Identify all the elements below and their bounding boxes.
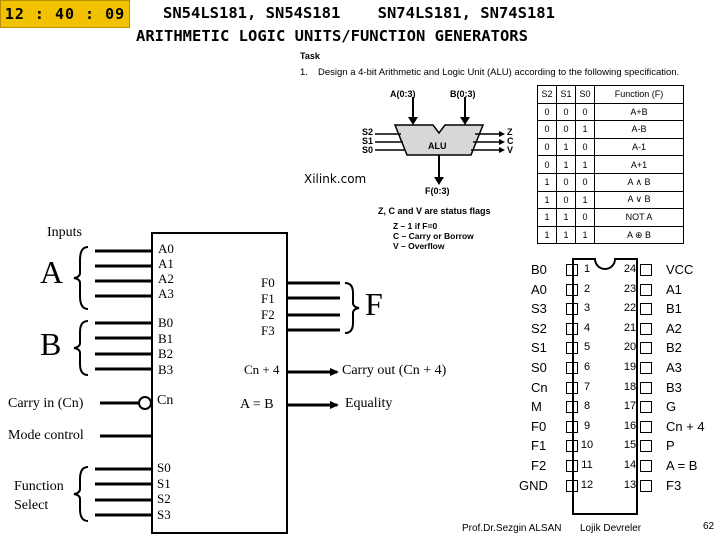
select-bit-cell: 0 xyxy=(538,138,557,156)
pin-number-left: 5 xyxy=(583,341,591,354)
function-cell: A ∧ B xyxy=(595,173,684,191)
function-table-row xyxy=(538,191,684,209)
function-select-line-1: Function xyxy=(14,479,64,494)
pin-label-left: S0 xyxy=(531,360,547,375)
select-bit-cell: 1 xyxy=(557,156,576,174)
pin-number-left: 7 xyxy=(583,380,591,393)
alu-output-f-label: F(0:3) xyxy=(425,186,450,196)
function-table-row xyxy=(538,226,684,244)
a-pin-2: A2 xyxy=(158,271,174,286)
s-pin-2: S2 xyxy=(157,491,171,506)
pin-label-right: VCC xyxy=(666,262,694,277)
pin-number-right: 16 xyxy=(623,419,637,432)
function-cell: A ⊕ B xyxy=(595,226,684,244)
pin-label-left: F2 xyxy=(531,458,547,473)
pin-label-right: A1 xyxy=(666,281,682,297)
pin-number-right: 19 xyxy=(623,361,637,373)
select-bit-cell: 1 xyxy=(576,121,595,139)
b-pin-3: B3 xyxy=(158,361,174,377)
pin-pad-right xyxy=(640,362,652,374)
group-a-label: A xyxy=(40,254,64,290)
function-cell: A ∨ B xyxy=(595,191,684,209)
select-bit-cell: 1 xyxy=(557,209,576,227)
pin-number-left: 6 xyxy=(583,361,591,373)
pin-number-right: 17 xyxy=(623,400,637,413)
chip-block-lines xyxy=(0,225,460,540)
header-s0: S0 xyxy=(576,86,595,104)
alu-flag-labels xyxy=(507,128,514,155)
group-b-label: B xyxy=(40,326,62,362)
select-bit-cell: 0 xyxy=(576,173,595,191)
pin-label-left: M xyxy=(531,399,542,415)
select-bit-cell: 0 xyxy=(557,103,576,121)
pin-label-left: S1 xyxy=(531,340,547,356)
select-bit-cell: 1 xyxy=(576,156,595,174)
select-bit-cell: 0 xyxy=(557,191,576,209)
pin-number-right: 21 xyxy=(623,321,637,334)
select-bit-cell: 0 xyxy=(576,209,595,227)
alu-flag-c: C xyxy=(507,136,514,146)
cn4-pin-label: Cn + 4 xyxy=(244,362,280,377)
function-table-row xyxy=(538,121,684,139)
alu-flag-v: V xyxy=(507,145,514,155)
pin-pad-right xyxy=(640,303,652,315)
select-bit-cell: 0 xyxy=(557,121,576,139)
carry-out-label: Carry out (Cn + 4) xyxy=(342,363,447,378)
b-pin-2: B2 xyxy=(158,346,174,361)
pin-pad-right xyxy=(640,382,652,394)
f-pin-1: F1 xyxy=(261,291,275,306)
flag-def-c: C – Carry or Borrow xyxy=(393,231,474,241)
function-table-row xyxy=(538,209,684,227)
pin-number-left: 2 xyxy=(583,282,591,295)
select-bit-cell: 1 xyxy=(538,191,557,209)
select-bit-cell: 0 xyxy=(538,103,557,121)
pin-label-right: B1 xyxy=(666,301,682,317)
pin-number-left: 8 xyxy=(583,400,591,413)
pin-label-right: A = B xyxy=(666,458,698,473)
alu-select-s0: S0 xyxy=(362,145,374,155)
pin-label-right: B2 xyxy=(666,340,682,356)
f-pin-2: F2 xyxy=(261,307,275,322)
pin-label-left: GND xyxy=(519,477,548,493)
function-table xyxy=(537,85,684,244)
s-pin-3: S3 xyxy=(157,506,171,522)
function-table-row xyxy=(538,138,684,156)
pin-number-left: 3 xyxy=(583,302,591,315)
footer-course: Lojik Devreler xyxy=(580,523,642,534)
pin-label-left: S2 xyxy=(531,320,547,336)
pin-label-left: S3 xyxy=(531,301,547,317)
pin-pad-right xyxy=(640,460,652,472)
timer-display: 12 : 40 : 09 xyxy=(0,0,130,28)
alu-input-b-label: B(0:3) xyxy=(450,89,476,99)
function-cell: A+B xyxy=(595,103,684,121)
select-bit-cell: 0 xyxy=(576,103,595,121)
header-function: Function (F) xyxy=(595,86,684,104)
function-table-row xyxy=(538,103,684,121)
pin-number-left: 9 xyxy=(583,419,591,432)
select-bit-cell: 1 xyxy=(557,226,576,244)
function-cell: A+1 xyxy=(595,156,684,174)
pin-number-right: 14 xyxy=(623,459,637,471)
flag-def-z: Z – 1 if F=0 xyxy=(393,221,438,231)
pin-label-right: P xyxy=(666,438,675,454)
s-pin-1: S1 xyxy=(157,475,171,491)
pin-label-right: B3 xyxy=(666,379,682,395)
b-pin-1: B1 xyxy=(158,330,174,346)
select-bit-cell: 0 xyxy=(557,173,576,191)
footer-author: Prof.Dr.Sezgin ALSAN xyxy=(462,523,562,534)
select-bit-cell: 1 xyxy=(576,191,595,209)
pin-pad-right xyxy=(640,401,652,413)
pin-label-right: Cn + 4 xyxy=(666,418,705,434)
pin-number-right: 18 xyxy=(623,380,637,393)
task-heading: Task xyxy=(300,51,320,61)
alu-select-s2: S2 xyxy=(362,127,374,137)
pin-label-right: A3 xyxy=(666,360,682,375)
pin-label-left: A0 xyxy=(531,281,547,297)
header-s1: S1 xyxy=(557,86,576,104)
pin-pad-right xyxy=(640,284,652,296)
group-f-label: F xyxy=(365,286,383,322)
mode-control-label: Mode control xyxy=(8,428,84,443)
alu-select-labels xyxy=(362,128,373,155)
pin-label-right: A2 xyxy=(666,320,682,336)
credit-text: Xilink.com xyxy=(304,172,367,186)
select-bit-cell: 1 xyxy=(538,226,557,244)
s-pin-0: S0 xyxy=(157,460,171,475)
select-bit-cell: 1 xyxy=(538,173,557,191)
pin-number-right: 20 xyxy=(623,341,637,354)
inputs-heading: Inputs xyxy=(47,225,82,240)
alu-block-label: ALU xyxy=(428,141,447,151)
pin-label-right: F3 xyxy=(666,477,682,493)
a-pin-0: A0 xyxy=(158,241,174,256)
function-select-line-2: Select xyxy=(14,498,49,513)
cn-pin-label: Cn xyxy=(157,393,174,408)
f-pin-3: F3 xyxy=(261,323,275,338)
pin-pad-right xyxy=(640,323,652,335)
pin-number-right: 15 xyxy=(623,439,637,452)
function-select-label xyxy=(14,477,64,515)
f-pin-0: F0 xyxy=(261,275,275,290)
function-cell: A-1 xyxy=(595,138,684,156)
title-line-1: SN54LS181, SN54S181 SN74LS181, SN74S181 xyxy=(163,4,555,22)
pin-pad-right xyxy=(640,264,652,276)
select-bit-cell: 0 xyxy=(538,121,557,139)
status-flag-note: Z, C and V are status flags xyxy=(378,206,491,216)
select-bit-cell: 1 xyxy=(557,138,576,156)
pin-number-left: 12 xyxy=(580,478,594,491)
function-table-row xyxy=(538,173,684,191)
aeqb-pin-label: A = B xyxy=(240,397,274,412)
header-s2: S2 xyxy=(538,86,557,104)
pin-number-right: 13 xyxy=(623,478,637,491)
a-pin-1: A1 xyxy=(158,256,174,271)
pin-label-left: B0 xyxy=(531,262,547,277)
select-bit-cell: 1 xyxy=(538,209,557,227)
equality-label: Equality xyxy=(345,396,393,411)
pin-label-left: F1 xyxy=(531,438,547,454)
pin-pad-right xyxy=(640,421,652,433)
pin-label-left: Cn xyxy=(531,379,548,395)
pin-label-left: F0 xyxy=(531,418,547,434)
function-table-header xyxy=(538,86,684,104)
alu-select-s1: S1 xyxy=(362,136,374,146)
function-table-row xyxy=(538,156,684,174)
select-bit-cell: 0 xyxy=(538,156,557,174)
pin-number-left: 10 xyxy=(580,439,594,452)
title-line-2: ARITHMETIC LOGIC UNITS/FUNCTION GENERATORS xyxy=(136,27,528,45)
carry-in-label: Carry in (Cn) xyxy=(8,396,84,411)
b-pin-0: B0 xyxy=(158,315,174,330)
page-number: 62 xyxy=(703,521,715,532)
pin-pad-right xyxy=(640,440,652,452)
function-cell: A-B xyxy=(595,121,684,139)
function-cell: NOT A xyxy=(595,209,684,227)
pin-number-right: 23 xyxy=(623,282,637,295)
pin-pad-right xyxy=(640,342,652,354)
task-description: Design a 4-bit Arithmetic and Logic Unit (ALU) according to the following specification. xyxy=(318,67,680,78)
a-pin-3: A3 xyxy=(158,286,174,301)
task-item-number: 1. xyxy=(300,67,308,78)
pin-number-left: 11 xyxy=(581,459,593,471)
pin-number-left: 1 xyxy=(583,263,591,275)
pin-label-right: G xyxy=(666,399,677,415)
pin-pad-right xyxy=(640,480,652,492)
alu-flag-z: Z xyxy=(507,127,513,137)
select-bit-cell: 1 xyxy=(576,226,595,244)
flag-def-v: V – Overflow xyxy=(393,241,445,251)
pin-number-right: 22 xyxy=(623,302,637,315)
alu-input-a-label: A(0:3) xyxy=(390,89,416,99)
select-bit-cell: 0 xyxy=(576,138,595,156)
pin-number-right: 24 xyxy=(623,263,637,275)
pin-number-left: 4 xyxy=(583,321,591,334)
